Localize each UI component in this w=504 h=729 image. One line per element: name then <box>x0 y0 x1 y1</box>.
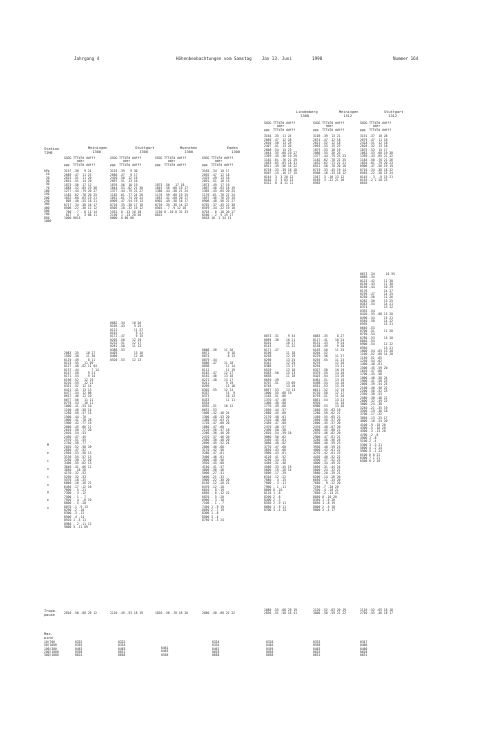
max-wind-levels: 10/700 50/1000 100/300 200/1000 300/1000 <box>44 640 59 658</box>
significant-levels-block: 0066 -36 11 16 0071 9 18 0075 8 13 0079 -44 0086 -47 11 18 0098 11 14 0112 11 19 0162 -47 12 17 0181 -46 13 18 0221 -48 13 17 0241 9 19 0269 13 18 0302 -55 12 14 0337 15 9 0373 18 13 0433 11 11 0534 0592 -51 16 12 0632 -53 1000 -42 -46 24 1300 -48 -53 20 1480 -53 -63 21 1720 -47 -60 20 1880 -47 -60 2120 -36 -47 18 2260 -36 -46 20 2470 -37 -46 20 2580 -38 -48 20 2690 -45 -52 24 2800 -46 -68 3170 -42 -56 3280 -47 -61 3400 -46 -61 3600 -48 -56 3920 -45 -60 4150 -41 -57 4600 -36 -48 5000 -27 -41 5600 -21 -33 5900 -22 -30 20 6150 -12 -20 21 6470 -12 -18 6810 - 8 -19 6850 - 6 -12 22 6870 - 5 -20 6900 - 3 -10 7100 - 1 - 7 7450 1 -9 19 8050 2 -7 19 8300 1 -8 8500 3 -4 8750 4 -3 24 <box>202 347 236 523</box>
station-data-block: GGGG TTTdTd ddfff oder ppp TTTdTd ddfff 3157 -30 9 24 2685 -47 11 23 2623 -51 11 20 2651 -51 14 20 1875 -56 17 12 1685 -52 -65 19 30 1277 -44 -79 20 27 1182 -62 -78 20 25 1032 -60 -63 19 21 805 -40 -53 18 21 0717 -34 -38 16 17 0506 -22 -30 12 12 700 - 7 - 8 11 14 817 4 3 08 11 1000 0015 <box>64 156 98 221</box>
tropopause-label: Tropo- pause <box>44 609 57 617</box>
station-data-block: GGGG TTTdTd ddfff oder ppp TTTdTd ddfff 3164 -35 11 24 2669 -47 12 28 2610 -50 13 25 2407 -51 13 20 2068 -54 15 23 1644 -55 -68 19 27 1359 -45 -56 19 29 1182 -61 -76 21 29 1053 -65 -83 18 31 0911 -49 -56 16 22 0718 -33 -39 18 18 0507 -15 -16 17 15 0144 3 3 20 12 0164 3 3 03 15 0312 8 8 11 11 <box>264 121 298 186</box>
tropopause-value: 1810 -56 -70 18 20 <box>155 611 189 615</box>
max-wind-value: 0461 0463 0558 <box>161 646 169 657</box>
significant-levels-block: 0082 -34 10 26 0105 -43 9 25 0121 11 27 0161 9 21 0172 -47 9 15 0205 -50 12 19 0232 -51 12 17 0261 -50 11 13 0386 -53 0403 13 10 0466 12 10 0520 -53 12 13 <box>110 320 144 362</box>
significant-levels-block: 2083 -35 10 27 1930 -36 11 30 0119 -49 8 11 0123 -55 11 09 0127 -48 -62 11 04 0137 -44 7 14 0147 -50 9 21 0171 -54 9 14 0196 -52 12 19 0210 -55 12 21 0331 -52 12 14 0421 -41 13 13 0477 -54 12 06 0617 -46 12 10 0677 -56 11 11 0778 -53 10 11 1000 -41 -53 10 1100 -46 -50 14 1280 -50 -57 15 1500 -44 -70 1800 -41 -70 28 1900 -42 -77 19 2000 -45 -66 11 2010 -50 -77 20 2010 -54 -53 2450 -47 -45 2570 -51 -55 2740 -58 -77 2810 -52 -58 20 2850 -47 -52 2950 -53 -56 13 3130 -55 -57 13 3250 -38 -72 20 3400 -55 -62 13 3640 -41 -66 12 3850 16 20 4170 -32 -52 5250 -32 -53 5570 -18 -25 6060 -16 -26 21 6450 -17 -12 16 7000 - 5 -21 7300 - 3 -12 7500 - 1 - 7 7920 - 4 -8 10 8000 - 5 -20 8070 -1 -9 13 8290 -2 -10 8300 -3 -12 8500 -4 -14 8910 1 -5 11 8960 - 2 -11 12 9000 3 -11 09 <box>64 350 99 529</box>
max-wind-value: 0332 0334 0463 0631 0658 <box>118 640 126 658</box>
station-data-block: GGGG TTTdTd ddfff oder ppp TTTdTd ddfff 1875 -56 17 18 1645 -56 -68 19 17 1380 -44 -58 21 24 1176 -59 -68 19 25 1052 -41 -60 20 17 0902 -49 -58 16 17 0716 -35 -38 14 22 0502 - 7 -9 12 18 1150 0 -10 0 31 33 0015 <box>155 156 189 217</box>
document-title: Höhenbeobachtungen vom Samstag Jan 13. Juni 1998 <box>176 56 323 61</box>
station-data-block: GGGG TTTdTd ddfff oder ppp TTTdTd ddfff 3151 -37 10 28 2679 -47 11 16 2418 -51 12 18 2026 -52 13 18 1875 -53 15 17 1662 -53 -68 19 30 1395 -43 -65 21 22 1184 -58 -78 21 26 1034 -61 -79 20 23 0906 -47 -58 19 19 0710 -34 -38 18 22 0503 -22 -30 15 24 0145 - 3 -9 15 21 0155 -2 2 20 23 0016 <box>360 121 394 186</box>
significant-levels-block: 0073 -34 10 35 0089 -34 0123 -42 11 30 0130 -43 11 30 0150 -44 10 29 0176 14 27 0199 -47 14 25 0230 -50 11 26 0282 -50 13 25 0343 -54 14 21 0374 13 22 0392 -54 0420 -55 -68 13 20 0490 -54 15 21 0540 -58 14 22 0595 13 21 0640 -53 0700 -51 11 20 0750 -54 0780 -53 15 20 0840 -54 0900 -54 12 22 0950 13 21 1000 -54 -63 13 20 1100 -52 -60 14 20 1150 -51 -65 1250 -54 -62 1400 -48 -61 1500 -45 -59 20 1610 -47 -60 1700 -45 -58 1800 -40 -58 24 1900 -41 -58 23 2000 -39 -54 25 2100 -40 -56 22 2200 -36 -52 23 2350 -38 -53 2580 -30 -48 21 2800 -32 -49 22 3000 -24 -38 3240 -21 -35 19 3500 -19 -36 18 3700 -17 -32 3850 -13 -25 17 4000 -10 -24 20 4100 -9 -18 20 4300 -5 -16 20 4500 -3 -13 20 4700 -2 -8 4900 1 -8 5100 2 -4 5300 3 -3 21 5600 4 -2 24 5900 5 -1 23 6100 6 0 22 6300 7 1 21 6500 8 2 20 <box>360 272 395 464</box>
station-name: Emden 1300 <box>227 146 240 154</box>
tropopause-value: 1080 -55 -68 29 19 2830 -51 -58 18 41 <box>264 608 298 616</box>
station-name: Stuttgart 1312 <box>384 110 404 118</box>
station-letters: M e i n i n g e n <box>47 443 49 511</box>
pressure-level-column: hPa 10 20 30 50 70 100 150 200 250 300 400 500 700 850 1000 <box>44 169 52 224</box>
max-wind-label: Max- wind <box>44 632 53 640</box>
significant-levels-block: 0083 -35 8 27 0117 -41 10 24 0131 -43 9 24 0158 -49 9 28 0163 -50 11 25 0204 -52 0229 -56 11 27 0255 -55 11 23 0276 12 26 0294 13 21 0327 -50 10 19 0379 -55 14 20 0425 -54 13 19 0461 -51 13 19 0498 -54 14 20 0551 -53 13 19 0611 -52 12 19 0710 -58 12 17 0793 -51 11 20 0851 -54 13 23 0920 11 18 0980 -53 13 20 1050 -55 -63 16 1280 -56 -62 21 1450 -55 -65 21 1890 -50 -57 20 2000 -45 -57 20 2470 -48 -67 20 2660 -45 -60 21 2870 -46 -62 20 2900 -47 -61 21 3280 -48 -56 25 3660 -46 -59 23 3930 -48 -59 23 4000 -43 -61 22 4270 -42 -61 23 4420 -40 -52 22 4590 -37 -52 23 4800 -34 -49 22 5050 -31 -44 24 5600 -24 -32 22 5860 -20 -29 21 6200 -14 -26 20 6650 -11 -24 20 7050 - 9 -22 20 7250 -7 -20 20 7550 -4 -18 21 7850 -2 -14 21 8050 0 -10 20 8350 1 -9 20 8650 1 -8 19 8800 2 -5 18 9000 3 -4 17 <box>313 334 345 513</box>
station-name: Meiningen 1300 <box>88 146 108 154</box>
station-data-block: GGGG TTTdTd ddfff oder ppp TTTdTd ddfff 3165 -34 10 17 2692 -47 12 18 2425 -49 13 16 2091 -51 16 15 1873 -49 17 19 1667 -46 -63 18 19 1305 -45 -65 20 25 1176 -61 -78 22 24 1037 -46 -76 23 19 0906 -48 -56 22 27 0702 -37 -45 22 30 0559 -34 -22 19 10 0703 - 6 -18 20 17 0160 - 2 5 19 17 0018 10 2 34 15 <box>202 156 236 221</box>
station-name: Stuttgart 1300 <box>135 146 155 154</box>
volume-label: Jahrgang 4 <box>74 56 100 61</box>
max-wind-value: 0347 0466 0460 0626 0631 <box>360 640 368 658</box>
tropopause-value: 2110 -49 -53 18 19 <box>110 611 144 615</box>
station-name: Lindenberg 1300 <box>296 110 318 118</box>
tropopause-value: 1110 -52 -65 18 18 2750 -55 -46 18 17 <box>360 608 394 616</box>
station-label: Station TIME <box>44 147 60 155</box>
max-wind-value: 0334 0334 0461 0629 0658 <box>212 640 220 658</box>
tropopause-value: 1120 -52 -63 20 19 3000 -50 -59 21 22 <box>313 608 347 616</box>
tropopause-value: 2080 -48 -60 22 22 <box>202 611 236 615</box>
max-wind-value: 0332 0355 0463 0558 0624 <box>75 640 83 658</box>
significant-levels-block: 0073 -31 9 34 0095 -38 10 21 0101 10 27 0143 11 22 0171 -47 0196 11 18 0258 12 19 0298 13 25 0342 12 29 0386 13 17 0529 13 18 0583 -50 15 13 0638 11 10 0659 -49 0707 -51 13 09 0748 13 10 0857 -53 14 13 1000 -55 -68 19 1165 -51 -66 1370 -47 -56 1460 -48 -60 1770 -49 -60 1850 -44 -57 2080 -45 -60 2170 -48 -61 2310 -48 -60 2450 -47 -60 2470 -48 -57 2490 -50 -58 2810 -54 -59 16 3060 -50 -62 3450 -45 -61 3680 -48 -62 3770 -47 -60 3850 -43 -60 3960 -43 -61 4120 -41 -52 4290 -34 -45 4450 -31 -46 4560 -33 -45 15 5600 -19 -20 14 5890 -17 -29 6310 -12 -22 7080 - 4 -15 7600 - 3 -11 7960 - 1 -11 8000 0 -10 8110 1 -8 8200 2 -6 8400 2 -3 8550 2 -9 11 8660 1 -9 11 8700 3 -4 13 <box>264 334 296 513</box>
station-name: Muenchen 1300 <box>180 146 198 154</box>
max-wind-value: 0328 0446 0459 0658 0658 <box>266 640 274 658</box>
max-wind-value: 0333 0558 0463 0625 0631 <box>313 640 321 658</box>
tropopause-value: 2810 -58 -68 29 12 <box>64 611 98 615</box>
issue-number: Nummer 164 <box>393 56 419 61</box>
station-name: Meiningen 1312 <box>339 110 359 118</box>
station-data-block: GGGG TTTdTd ddfff oder ppp TTTdTd ddfff 3153 -39 9 30 2666 -47 9 17 2420 -50 12 19 2097 -51 13 16 1876 -56 16 19 1644 -53 -62 21 30 1377 -44 -79 21 27 1182 -61 -77 24 28 1052 -61 -74 20 24 0909 -47 -54 19 13 0716 -35 -38 17 10 0505 -18 -32 19 12 1552 8 -12 10 10 2150 1 -13 20 20 0000 0 00 00 <box>110 156 144 221</box>
station-data-block: GGGG TTTdTd ddfff oder ppp TTTdTd ddfff 3158 -39 13 21 2674 -47 12 18 2621 -52 12 18 2093 -53 15 23 1875 -53 18 19 1666 -55 20 23 1377 -44 -79 23 23 1182 -62 -78 21 25 1032 -62 -73 21 21 0911 -50 -70 20 18 0719 -33 -45 19 14 0506 -16 -33 18 12 1547 3 -16 13 12 0165 3 -22 21 16 0565 <box>313 121 347 186</box>
